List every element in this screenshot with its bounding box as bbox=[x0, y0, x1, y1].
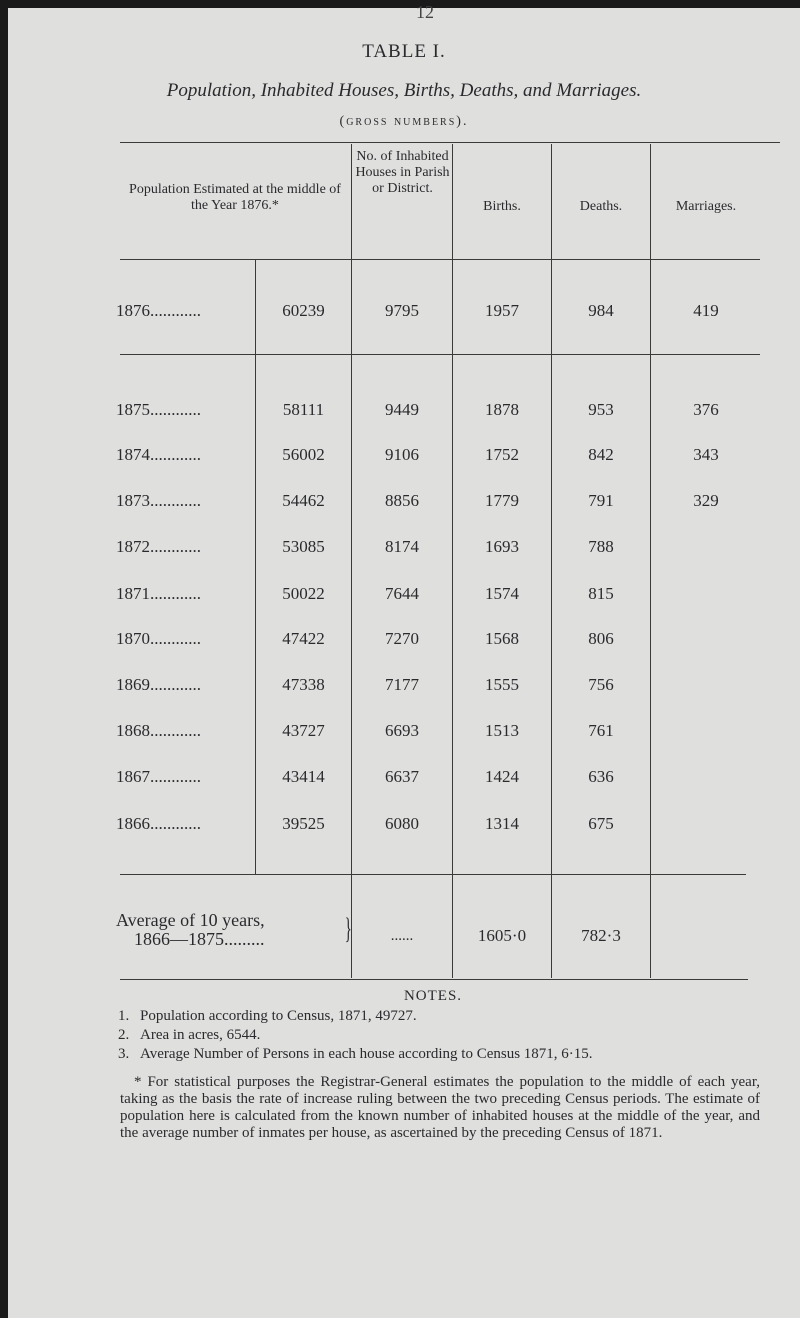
births-average: 1605·0 bbox=[477, 926, 527, 945]
year-label: 1870............ bbox=[116, 629, 201, 648]
births-value: 1779 bbox=[485, 491, 519, 510]
year-label: 1867............ bbox=[116, 767, 201, 786]
marriages-value: 419 bbox=[693, 301, 719, 320]
births-value: 1957 bbox=[485, 301, 519, 320]
year-label: 1876............ bbox=[116, 301, 201, 320]
header-births: Births. bbox=[483, 199, 521, 214]
footnote: * For statistical purposes the Registrar-General estimates the population to the middle of each year, taking as the basis the rate of increase ruling between the two preceding Census periods. The estimate of population here is calculated from the known number of inhabited houses at the middle of the year, and the average number of inmates per house, as ascertained by the preceding Census of 1871. bbox=[120, 1074, 760, 1141]
deaths-value: 756 bbox=[588, 675, 614, 694]
marriages-value: 376 bbox=[693, 400, 719, 419]
houses-value: 8174 bbox=[385, 537, 419, 556]
births-value: 1513 bbox=[485, 721, 519, 740]
births-value: 1424 bbox=[485, 767, 519, 786]
houses-value: 7177 bbox=[385, 675, 419, 694]
header-deaths: Deaths. bbox=[579, 199, 623, 214]
section-rule bbox=[120, 874, 746, 875]
births-value: 1574 bbox=[485, 584, 519, 603]
page-number: 12 bbox=[416, 2, 434, 22]
population-value: 43727 bbox=[282, 721, 325, 740]
header-marriages: Marriages. bbox=[675, 199, 737, 214]
houses-value: 6080 bbox=[385, 814, 419, 833]
population-value: 47338 bbox=[282, 675, 325, 694]
population-value: 50022 bbox=[282, 584, 325, 603]
note-item: 1. Population according to Census, 1871, 49727. bbox=[118, 1008, 417, 1024]
marriages-value: 343 bbox=[693, 445, 719, 464]
year-label: 1869............ bbox=[116, 675, 201, 694]
table-caption: (gross numbers). bbox=[339, 114, 469, 129]
table-title: TABLE I. bbox=[362, 41, 446, 62]
col-divider bbox=[650, 144, 651, 978]
brace-symbol: } bbox=[344, 912, 352, 945]
houses-value: 9106 bbox=[385, 445, 419, 464]
notes-heading: NOTES. bbox=[403, 988, 463, 1004]
document-page bbox=[8, 2, 800, 1318]
houses-value: 7270 bbox=[385, 629, 419, 648]
header-population: Population Estimated at the middle of the Year 1876.* bbox=[129, 182, 341, 213]
births-value: 1568 bbox=[485, 629, 519, 648]
houses-value: 9795 bbox=[385, 301, 419, 320]
population-value: 53085 bbox=[282, 537, 325, 556]
population-value: 56002 bbox=[282, 445, 325, 464]
population-value: 54462 bbox=[282, 491, 325, 510]
year-label: 1875............ bbox=[116, 400, 201, 419]
births-value: 1752 bbox=[485, 445, 519, 464]
note-item: 2. Area in acres, 6544. bbox=[118, 1027, 261, 1043]
houses-value: 8856 bbox=[385, 491, 419, 510]
deaths-value: 806 bbox=[588, 629, 614, 648]
deaths-value: 984 bbox=[588, 301, 614, 320]
deaths-value: 842 bbox=[588, 445, 614, 464]
houses-value: 9449 bbox=[385, 400, 419, 419]
year-label: 1866............ bbox=[116, 814, 201, 833]
col-divider bbox=[551, 144, 552, 978]
year-label: 1873............ bbox=[116, 491, 201, 510]
deaths-value: 675 bbox=[588, 814, 614, 833]
table-bottom-rule bbox=[120, 979, 748, 980]
population-value: 58111 bbox=[282, 400, 325, 419]
deaths-value: 636 bbox=[588, 767, 614, 786]
deaths-value: 953 bbox=[588, 400, 614, 419]
deaths-value: 815 bbox=[588, 584, 614, 603]
year-label: 1872............ bbox=[116, 537, 201, 556]
note-item: 3. Average Number of Persons in each house according to Census 1871, 6·15. bbox=[118, 1046, 593, 1062]
marriages-value: 329 bbox=[693, 491, 719, 510]
deaths-value: 791 bbox=[588, 491, 614, 510]
population-value: 47422 bbox=[282, 629, 325, 648]
population-value: 43414 bbox=[282, 767, 325, 786]
births-value: 1693 bbox=[485, 537, 519, 556]
average-label: Average of 10 years, 1866—1875......... bbox=[116, 910, 265, 949]
header-rule bbox=[120, 259, 760, 260]
population-value: 60239 bbox=[282, 301, 325, 320]
births-value: 1314 bbox=[485, 814, 519, 833]
houses-average: ...... bbox=[390, 928, 414, 944]
section-rule bbox=[120, 354, 760, 355]
deaths-average: 782·3 bbox=[581, 926, 621, 945]
births-value: 1878 bbox=[485, 400, 519, 419]
col-divider bbox=[351, 144, 352, 978]
year-label: 1871............ bbox=[116, 584, 201, 603]
year-label: 1874............ bbox=[116, 445, 201, 464]
houses-value: 6637 bbox=[385, 767, 419, 786]
year-label: 1868............ bbox=[116, 721, 201, 740]
houses-value: 6693 bbox=[385, 721, 419, 740]
births-value: 1555 bbox=[485, 675, 519, 694]
deaths-value: 761 bbox=[588, 721, 614, 740]
population-value: 39525 bbox=[282, 814, 325, 833]
col-divider bbox=[452, 144, 453, 978]
header-inhabited-houses: No. of Inhabited Houses in Parish or District. bbox=[355, 149, 450, 196]
houses-value: 7644 bbox=[385, 584, 419, 603]
table-top-rule bbox=[120, 142, 780, 143]
deaths-value: 788 bbox=[588, 537, 614, 556]
table-subtitle: Population, Inhabited Houses, Births, Deaths, and Marriages. bbox=[166, 80, 642, 101]
